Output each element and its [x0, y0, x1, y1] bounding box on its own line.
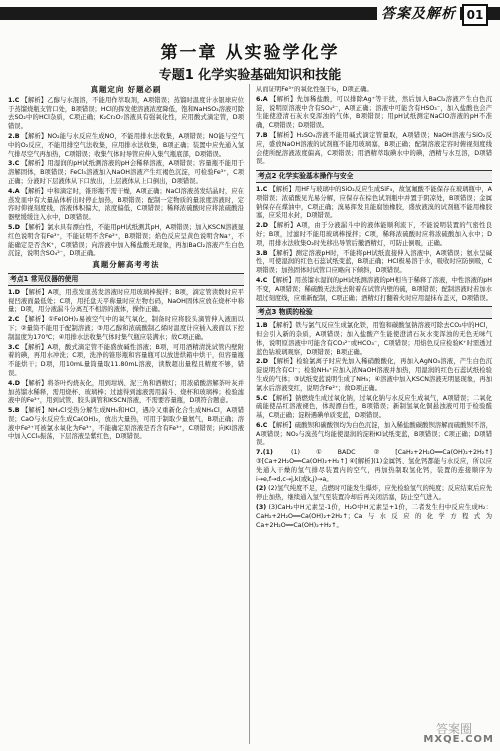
page-number: 01: [462, 4, 488, 26]
answer-text: 【解析】钠燃烧生成过氧化钠，过氧化钠与水反应生成氧气，A项错误；二氧化硫能使品红溶液褪色，体现漂白性，B项错误；新制氢氧化铜悬浊液可用于检验醛基，C项正确；淀粉遇碘单质变蓝，D项错误。: [256, 394, 492, 420]
answer-number: 3.C: [8, 343, 20, 351]
answer-number: 2.B: [8, 132, 20, 140]
answer-item: [256, 504, 492, 530]
topic-title: [0, 64, 500, 83]
answer-text: 【解析】测定溶液pH时，不能将pH试纸直接伸入溶液中，A项错误；氨水呈碱性，可使湿润的红色石蕊试纸变蓝，B项正确；HCl极易溶于水，吸收时应防倒吸，C项错误；加热固体时试管口应略向下倾斜，D项错误。: [256, 249, 492, 275]
page-header: [0, 0, 500, 28]
answer-number: 2.C: [8, 316, 20, 324]
answer-number: 1.B: [256, 322, 268, 330]
answer-item: [8, 344, 244, 379]
answer-number: 7.B: [256, 131, 268, 139]
answer-item: [8, 380, 244, 406]
answer-number: 5.D: [8, 223, 21, 231]
answer-item: [256, 186, 492, 221]
answer-number: 7.(1): [256, 449, 273, 457]
answer-item: [256, 96, 492, 131]
answer-item: [256, 422, 492, 448]
topic-point-heading: 考点2 化学实验基本操作与安全: [256, 170, 492, 183]
answer-text: (3)CaH₂中H元素呈-1价，H₂O中H元素呈+1价，二者发生归中反应生成H₂：CaH₂+2H₂O══Ca(OH)₂+2H₂↑；Ca与水反应的化学方程式为Ca+2H₂O══Ca(OH)₂+H₂↑。: [256, 504, 492, 529]
right-column: [256, 86, 492, 744]
answer-text: 【解析】乙醇与水混溶，不能用作萃取剂，A项错误；蒸馏时温度计水银球应位于蒸馏烧瓶支管口处，B项错误；HCl的挥发使溶液浓度降低，饱和NaHSO₃溶液可除去SO₂中的HCl杂质，C项正确；K₂Cr₂O₇溶液具有强氧化性，应用酸式滴定管，D项错误。: [8, 96, 244, 131]
answer-item: [256, 322, 492, 357]
answer-item: [8, 97, 244, 132]
answer-item: [256, 222, 492, 248]
topic-title-text: 专题1 化学实验基础知识和技能: [158, 68, 342, 83]
answer-item: [256, 250, 492, 276]
topic-point-heading: 考点1 常见仪器的使用: [8, 273, 244, 286]
answer-number: 4.A: [8, 187, 20, 195]
column-divider: [249, 84, 250, 744]
answer-number: 3.B: [256, 249, 268, 257]
watermark-text: MXQE.COM: [423, 734, 494, 745]
answer-text: 【解析】NO₂能与水反应生成NO，不能用排水法收集，A项错误；NO能与空气中的O₂反应，不能用排空气法收集，应用排水法收集，B项正确；装置中应先通入氢气排尽空气再加热，C项错误；收集气体时导管应伸入集气瓶底部，D项错误。: [8, 132, 244, 158]
answer-item: [256, 395, 492, 421]
answer-text: 【解析】用蒸馏水湿润的pH试纸测溶液的pH相当于稀释了溶液，中性溶液的pH不变，A项错误；稀硫酸无法洗去附着在试管内壁的硫，B项错误；配制溶液时若加水超过刻度线，应重新配制，C项正确；酒精灯打翻着火时应用湿抹布盖灭，D项错误。: [256, 276, 492, 302]
answer-item: [8, 188, 244, 223]
header-title: 答案及解析: [377, 3, 460, 23]
answer-number: 3.C: [8, 160, 20, 168]
answer-number: 1.C: [256, 185, 268, 193]
answer-text: 【解析】A项，由于分液漏斗中的液体能顺利流下，不能说明装置的气密性良好；B项，过滤时不能用玻璃棒搅拌；C项，稀释浓硫酸时应将浓硫酸加入水中；D项，用排水法收集O₂时先移出导管后撤酒精灯，可防止倒吸，正确。: [256, 222, 492, 247]
answer-number: 6.C: [256, 421, 268, 429]
answer-item: [256, 449, 492, 484]
answer-text: 【解析】铁与氯气反应生成氯化铁，用饱和碳酸氢钠溶液可除去CO₂中的HCl，但会引入新的杂质，A项错误；加入盐酸产生能使澄清石灰水变浑浊的无色无味气体，说明原溶液中可能含有CO₃²⁻或HCO₃⁻，C项错误；用焰色反应检验K⁺时需透过蓝色钴玻璃观察，D项错误；B项正确。: [256, 322, 492, 356]
watermark-symbol: 答案圈: [435, 722, 472, 736]
answer-item: [8, 407, 244, 442]
answer-number: 2.D: [256, 358, 269, 366]
answer-text: (2)氢气纯度不足，点燃时可能发生爆炸，应先检验氢气的纯度；反应结束后应先停止加热，继续通入氢气至装置冷却后再关闭活塞，防止空气进入。: [256, 485, 492, 502]
answer-text: 【解析】硫酸钡和碳酸钡均为白色沉淀，加入稀盐酸碳酸钡溶解而硫酸钡不溶，A项错误；NO₂与溴蒸气均能使湿润的淀粉KI试纸变蓝，B项错误；C项正确；D项错误。: [256, 421, 492, 447]
answer-number: 5.B: [8, 407, 20, 415]
topic-point-heading: 考点3 物质的检验: [256, 306, 492, 319]
answer-text: 【解析】用HF与玻璃中的SiO₂反应生成SiF₄，故氢氟酸不能保存在玻璃瓶中，A项错误；浓硝酸见光易分解，应保存在棕色试剂瓶中并置于阴凉处，B项错误；金属钠保存在煤油中，C项正确；溴易挥发且能腐蚀橡胶，盛放液溴的试剂瓶不能用橡胶塞，应采用水封，D项错误。: [256, 185, 492, 220]
answer-number: (3): [256, 504, 267, 512]
answer-item: [256, 86, 492, 95]
answer-number: 2.D: [256, 222, 269, 230]
answer-item: [8, 160, 244, 186]
answer-number: 6.A: [256, 95, 268, 103]
answer-item: [8, 224, 244, 259]
answer-number: (2): [256, 485, 267, 493]
answer-item: [8, 316, 244, 342]
answer-item: [256, 358, 492, 393]
answer-text: 【解析】A项，用蒸发皿蒸发溶液时应用玻璃棒搅拌；B项，滴定管读数时应平视凹液面最低处；C项，用托盘天平称量时应左物右码，NaOH固体应放在烧杯中称量；D项，用分液漏斗分离互不相溶的液体，操作正确。: [8, 288, 244, 314]
section-heading: 真题分解高考考法: [92, 260, 160, 270]
answer-number: 1.C: [8, 96, 20, 104]
answer-text: 【解析】中和滴定时，锥形瓶不需干燥，A项正确；NaCl溶液蒸发结晶时，应在蒸发皿中有大量晶体析出时停止加热，B项错误；配制一定物质的量浓度溶液时，定容时仰视刻度线，溶液体积偏大，浓度偏低，C项错误；稀释浓硫酸时应将浓硫酸沿器壁缓缓注入水中，D项错误。: [8, 187, 244, 222]
answer-text: 【解析】H₂SO₄溶液不能用碱式滴定管量取，A项错误；NaOH溶液与SiO₂反应，盛放NaOH溶液的试剂瓶不能用玻璃塞，B项正确；配制溶液定容时俯视刻度线会使所配溶液浓度偏高，C项错误；用酒精萃取碘水中的碘，酒精与水互溶，D项错误。: [256, 131, 492, 166]
answer-number: 4.D: [8, 379, 21, 387]
answer-item: [8, 289, 244, 315]
answer-text: 【解析】A项，酸式滴定管不能盛放碱性溶液；B项，可用酒精清洗试管内壁附着的碘，再用水冲洗；C项，洗净的锥形瓶和容量瓶可以放进烘箱中烘干，但容量瓶不能烘干；D项，用10mL量筒量取11.80mL溶液，读数超出量程且精度不够，错误。: [8, 343, 244, 377]
answer-text: 【解析】先加稀盐酸，可以排除Ag⁺等干扰，然后加入BaCl₂溶液产生白色沉淀，说明原溶液中含有SO₄²⁻，A项正确；溶液中可能含有HSO₃⁻，加入盐酸也会产生能使澄清石灰水变浑浊的气体，B项错误；用pH试纸测定NaClO溶液的pH不准确，C项错误；D项错误。: [256, 95, 492, 130]
answer-text: 【解析】将茶叶灼烧灰化，用到坩埚、泥三角和酒精灯；用浓硝酸溶解茶叶灰并加蒸馏水稀释，需用烧杯、玻璃棒；过滤得到滤液需用漏斗、烧杯和玻璃棒；检验滤液中的Fe³⁺，用到试管、胶头滴管和KSCN溶液，不需要容量瓶，D项符合题意。: [8, 379, 244, 405]
answer-item: [256, 132, 492, 167]
answer-text: (1)①BADC ②[CaH₂+2H₂O══Ca(OH)₂+2H₂↑] ③[Ca+2H₂O══Ca(OH)₂+H₂↑] ④[解析](1)金属钙、氢化钙都能与水反应，所以应先通入干燥的氢气排尽装置内的空气，再加热制取氢化钙，装置的连接顺序为i→e,f→d,c→j,k(或k,j)→a。: [256, 449, 492, 483]
answer-number: 5.C: [256, 394, 268, 402]
section-heading: 真题定向 好题必刷: [90, 85, 162, 94]
left-column: [8, 84, 244, 744]
answer-number: 4.C: [256, 276, 268, 284]
answer-text: 【解析】①Fe(OH)₂易被空气中的氧气氧化，制备时应将胶头滴管伸入液面以下；②量筒不能用于配制溶液；③用乙醇和浓硫酸制乙烯时温度计应插入液面以下控制温度为170℃；④用排水法收集气体时集气瓶应装满水；故C项正确。: [8, 316, 244, 341]
answer-item: [8, 133, 244, 159]
answer-text: 从而证明Fe³⁺的氧化性强于I₂，D项正确。: [256, 86, 373, 93]
watermark: [418, 717, 494, 745]
answer-text: 【解析】NH₄Cl受热分解生成NH₃和HCl，遇冷又重新化合生成NH₄Cl，A项错误；CaO与水反应生成Ca(OH)₂，放出大量热，可用于制取少量氨气，B项正确；溶液中Fe²⁺可被氯水氧化为Fe³⁺，不能确定原溶液是否含有Fe³⁺，C项错误；向KI溶液中加入CCl₄振荡，下层溶液呈紫红色，D项错误。: [8, 407, 244, 441]
answer-item: [256, 485, 492, 503]
answer-text: 【解析】检验氯离子时应先加入稀硝酸酸化，再加入AgNO₃溶液，产生白色沉淀说明含有Cl⁻；检验NH₄⁺应加入浓NaOH溶液并加热，用湿润的红色石蕊试纸检验生成的气体；③试纸变蓝说明生成了NH₃；④溶液中加入KSCN溶液无明显现象，再加氯水后溶液变红，说明含Fe²⁺；故D项正确。: [256, 358, 492, 392]
answer-text: 【解析】氯水具有漂白性，不能用pH试纸测其pH，A项错误；加入KSCN溶液显红色说明含有Fe³⁺，不能证明不含Fe²⁺，B项错误；焰色反应呈黄色说明含Na⁺，不能确定是否含K⁺，C项错误；向溶液中加入稀盐酸无现象，再加BaCl₂溶液产生白色沉淀，说明含SO₄²⁻，D项正确。: [8, 223, 244, 258]
answer-number: 1.D: [8, 288, 21, 296]
answer-text: 【解析】用湿润的pH试纸测溶液的pH会稀释溶液，A项错误；容量瓶不能用于溶解固体，B项错误；FeCl₃溶液加入NaOH溶液产生红褐色沉淀，可检验Fe³⁺，C项正确；分液时下层液体从下口放出，上层液体从上口倒出，D项错误。: [8, 160, 244, 185]
answer-item: [256, 277, 492, 303]
chapter-title: 第一章 从实验学化学: [160, 43, 340, 63]
